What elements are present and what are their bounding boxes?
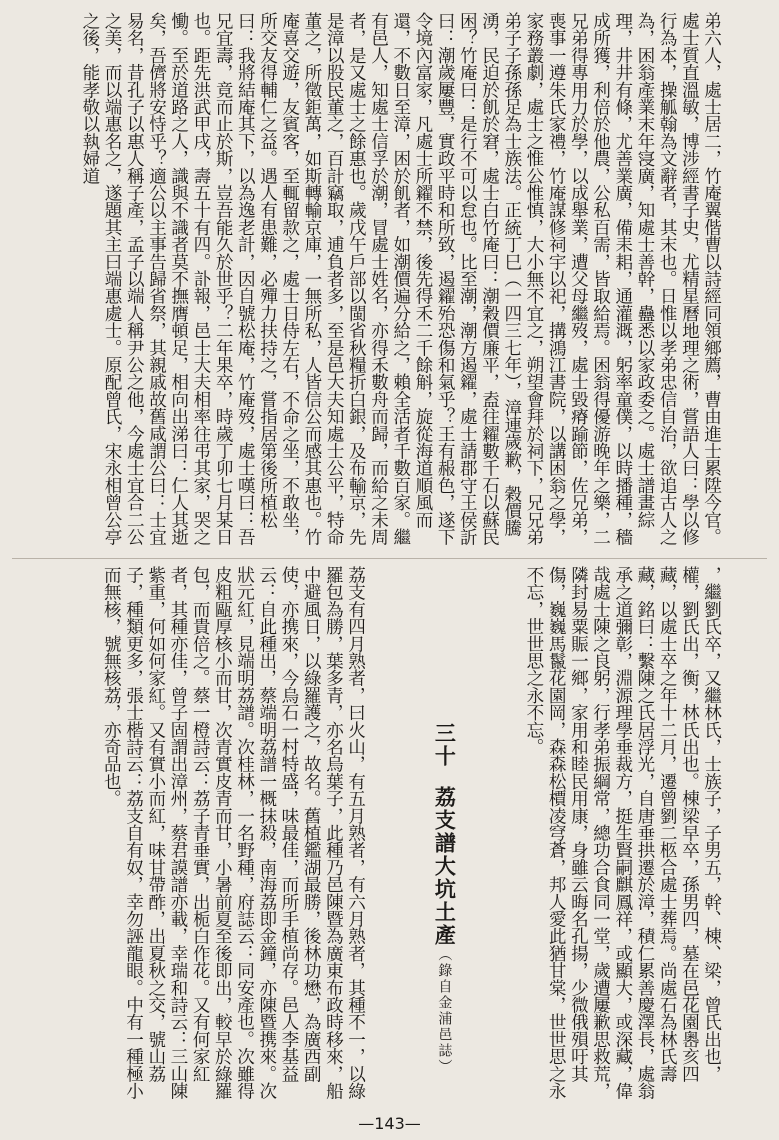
section-30-title: 荔支譜大坑土產 [432,786,457,947]
epitaph-paragraph: ，繼劉氏卒，又繼林氏，士族子，子男五，幹、棟、梁，曾氏出也，權，劉氏出，衡，林氏出也。棟梁早卒，孫男四，墓在邑花園嶴亥四藏，以處士卒之年十二月，遷曾劉二柩合處士葬焉。尚處石為林氏壽藏，銘曰：繫陳之氏居浮光，自唐垂拱遷於漳，積仁累善慶澤長，處翁承之道彌彰，淵源理學垂裁方，挺生賢嗣麒鳳祥，或顯大，或深藏，偉哉處士陳之良躬，行孝弟振綱常，總功合食同一堂，歲遭屢歉思救荒，隣封易粟賑一鄉，家用和睦民用康，身雖云晦名孔揚，少微俄殞吁其傷，巍巍馬鬣花園岡，森森松檟凌穹蒼，邦人愛此猶甘棠，世世思之永不忘，世世思之永不忘。 [523,566,722,1100]
section-30-source: （錄自金浦邑誌） [436,947,453,1075]
section-30-heading [411,566,478,1106]
page-number: —143— [358,1114,421,1133]
sections-column [12,566,522,1106]
section-30-number: 三十 [432,722,457,768]
biography-text [13,12,767,555]
section-30-body: 荔支有四月熟者，曰火山，有五月熟者，有六月熟者，其種不一，以綠羅包為勝，葉多青，亦名烏葉子，此種乃邑陳暨為廣東布政時移來，船中避風日，以綠羅護之，故名。舊植鑑湖最勝，後林功懋，為廣西副使，亦携來，今烏石一村特盛，味最佳，而所手植尚存。邑人李基益云：自此種出，蔡端明荔譜一概抹殺，南海荔即金鐘，亦陳暨携來。次狀元紅，見端明荔譜。次桂林，一名野種，府誌云：同安產也。次雖得皮粗甌厚核小而甘，次青實皮青而甘，小暑前夏至後即出，較早於綠羅包，而貴倍之。蔡一橙詩云：荔子青垂實，出栀白作花。又有何家紅者，其種亦佳，曾子固謂出漳州，蔡君謨譜亦載，幸瑞和詩云：三山陳紫重，何如何家紅。又有實小而紅，味甘帶酢，出夏秋之交，號山荔子，種類更多，張士楷詩云：荔支自有奴，幸勿誣龍眼。中有一種極小而無核，號無核荔，亦奇品也。 [101,566,366,1100]
epitaph-continuation [523,566,767,1106]
spacer [38,566,56,1106]
section-divider [12,558,767,559]
biography-paragraph: 弟六人，處士居二，竹庵翼偕曹以詩經同領鄉薦，曹由進士累陞今官。處士質直溫敏，博涉經書子史，尤精星曆地理之術，嘗語人曰：學以修行為本，操觚翰為文辭者，其末也。日惟以孝弟忠信自治，欲追古人之為，困翁產業末年寖廣，知處士善幹，蠱悉以家政委之。處士譜畫綜理，井井有條，尤善業廣，備耒耜，通灌溉，躬率童僕，以時播種，穡成所獲，利倍於他農，公私百需，皆取給焉。困翁得優游晚年之樂，二兄弟得專用力於學，以成舉業，遭父母繼歿，處士毀瘠踰節，佐兄弟，喪事一遵朱氏家禮，竹庵謀修祠宇以祀，搆鴻江書院，以講困翁之學，家務叢劇，處士之惟公惟慎，大小無不宜之，朔望會拜於祠下，兄兄弟弟子子孫孫足為士族法。正統丁巳（一四三七年），漳連歲歉，穀價騰湧，民迫於飢於窘，處士白竹庵曰：潮穀價廉平，盍往糴數千石以蘇民困？竹庵曰：是行不可以怠也。比至潮，潮方遏糴，處士請郡守王侯訢曰：潮歲屢豐，實政平時和所致，遏糴殆恐傷和氣乎？王有赧色，遂下令境內富家，凡處士所糴不禁，後先得禾二千餘斛，旋從海道順風而還，不數日至漳，困於飢者，如潮價遍分給之，賴全活者千數百家。繼有邑人，知處士信孚於潮，冒處士姓名，亦得禾數舟而歸，而給之未周者，是又處士之餘惠也。歲戊午戶部以閩省秋糧折白銀，及布輸京，先是漳以股民董之，百計竊取，逋負者多，至是邑大夫知處士公平，特命董之，所徵鉅萬，如斯轉輸京庫，一無所私，人皆信公而感其惠也。竹庵喜交遊，友賓客，至輒留款之，處士日侍左右，不命之坐，不敢坐，所交友得輔仁之益。遇人有患難，必殫力扶持之，嘗指居第後所植松曰：我將結庵其下，以為逸老計，因自號松庵，竹庵歿，處士嘆曰：吾兄宜壽，竟而止於斯，豈吾能久於世乎？二年果卒，時歲丁卯七月某日也。距先洪武甲戌，壽五十有四。訃報，邑士大夫相率往弔其家，哭之慟。至於道路之人，識與不識者莫不撫膺頓足，相向出涕曰：仁人其逝矣，吾儕將安恃乎？適公以主事告歸省祭，其親戚故舊咸謂公曰：士宜易名，昔孔子以惠人稱子產，孟子以端人稱尹公之他，今處士宜合二公之美，而以端惠名之，遂題其主曰端惠處士。原配曾氏，宋永相曾公亭之後，能孝敬以執婦道 [79,12,722,546]
